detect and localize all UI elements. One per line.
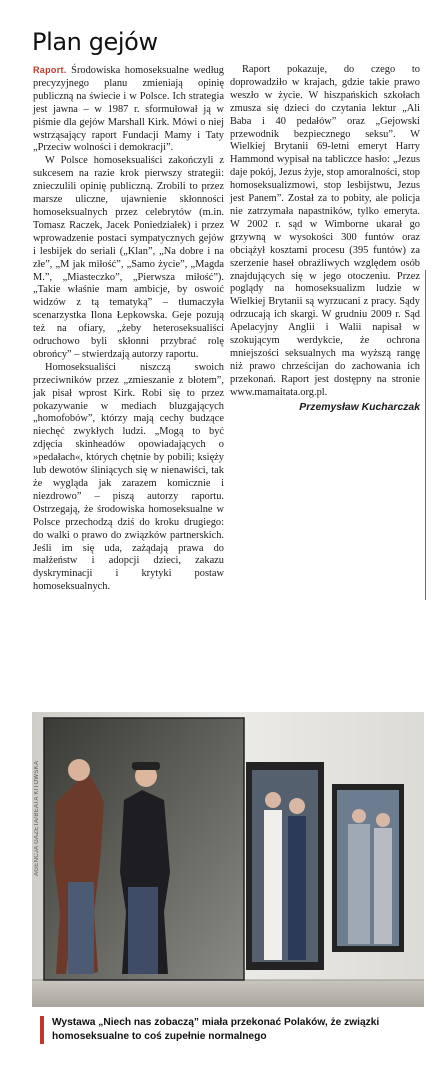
lead-tag: Raport. (33, 65, 67, 75)
article-headline: Plan gejów (32, 28, 158, 56)
photo-caption: Wystawa „Niech nas zobaczą” miała przekonać Polaków, że związki homoseksualne to coś zupełnie normalnego (40, 1016, 424, 1044)
article-column-right (230, 64, 420, 594)
exhibition-photo-image (32, 712, 424, 1007)
page-edge-line (425, 270, 426, 600)
article-column-left (33, 64, 224, 594)
article-body (33, 64, 423, 594)
article-paragraph-2: W Polsce homoseksualiści zakończyli z sukcesem na razie krok pierwszy strategii: znieczulili opinię publiczną. Zrobili to przez marsze uliczne, ujawnienie skłonności homoseksualnych przez celebrytów (m.in. Tomasz Raczek, Jacek Poniedziałek) i przez wprowadzenie postaci sympatycznych gejów i lesbijek do seriali („Klan”, „Na dobre i na złe”, „M jak miłość”, „Samo życie”, „Magda M.”, „Miasteczko”, „Pierwsza miłość”). „Takie właśnie mam ambicje, by oswoić widzów z tą tematyką” – tłumaczyła scenarzystka Ilona Łepkowska. Geje pozują też na ofiary, „żeby heteroseksualiści odruchowo byli skłonni przybrać rolę obrońcy” – stwierdzają autorzy raportu. (33, 155, 224, 360)
article-paragraph-3: Homoseksualiści niszczą swoich przeciwników przez „zmieszanie z błotem”, jak pisał wprost Kirk. Robi się to przez pokazywanie w mediach bluzgających „homofobów”, którzy mają cechy budzące niechęć zwykłych ludzi. „Mogą to być zdjęcia skinheadów opowiadających o »pedałach«, których chętnie by pobili; księży lub dewotów śliniących się w nienawiści, tak że wygląda jak zarazem komicznie i niezdrowo” – piszą autorzy raportu. Ostrzegają, że środowiska homoseksualne w Polsce przechodzą dziś do kroku drugiego: do walki o prawo do związków partnerskich. Jeśli im się uda, zażądają prawa do małżeństw i adopcji dzieci, zakazu dyskryminacji i krytyki postaw homoseksualnych. (33, 361, 224, 593)
article-paragraph-1 (33, 64, 224, 155)
article-paragraph-4: Raport pokazuje, do czego to doprowadziło w krajach, gdzie takie prawo weszło w życie. W hiszpańskich szkołach zmusza się dzieci do czytania lektur „Ali Baba i 40 pedałów” oraz „Gejowski przewodnik bezpiecznego seksu”. W Wielkiej Brytanii 69-letni emeryt Harry Hammond wypisał na tabliczce hasło: „Jezus daje pokój, Jezus żyje, stop amoralności, stop homoseksualizmowi, stop lesbijstwu, Jezus jest Panem”. Został za to pobity, ale policja nie zatrzymała napastników, tylko emeryta. W 2002 r. sąd w Wimborne ukarał go grzywną w wysokości 300 funtów oraz obciążył kosztami procesu (395 funtów) za szerzenie haseł obraźliwych względem osób znajdujących się w jego otoczeniu. Przez poglądy na homoseksualizm ludzie w Wielkiej Brytanii są wyrzucani z pracy. Sądy odrzucają ich skargi. W grudniu 2009 r. Sąd Apelacyjny Anglii i Walii napisał w szokującym werdykcie, że ochrona mniejszości seksualnych ma wyższą rangę niż prawo chrześcijan do zachowania ich przekonań. Raport jest dostępny na stronie www.mamaitata.org.pl. (230, 64, 420, 398)
photo-credit: AGENCJA GAZETA/BEATA KITOWSKA (34, 760, 40, 876)
paragraph-1-text: Środowiska homoseksualne według precyzyjnego planu zmieniają opinię publiczną na świecie i w Polsce. Ich strategia jest jawna – w 1987 r. sformułował ją w piśmie dla gejów Marshall Kirk. Mówi o niej wstrząsający raport Fundacji Mamy i Taty „Przeciw wolności i demokracji”. (33, 65, 224, 154)
exhibition-photo (32, 712, 424, 1007)
article-byline: Przemysław Kucharczak (299, 401, 420, 413)
